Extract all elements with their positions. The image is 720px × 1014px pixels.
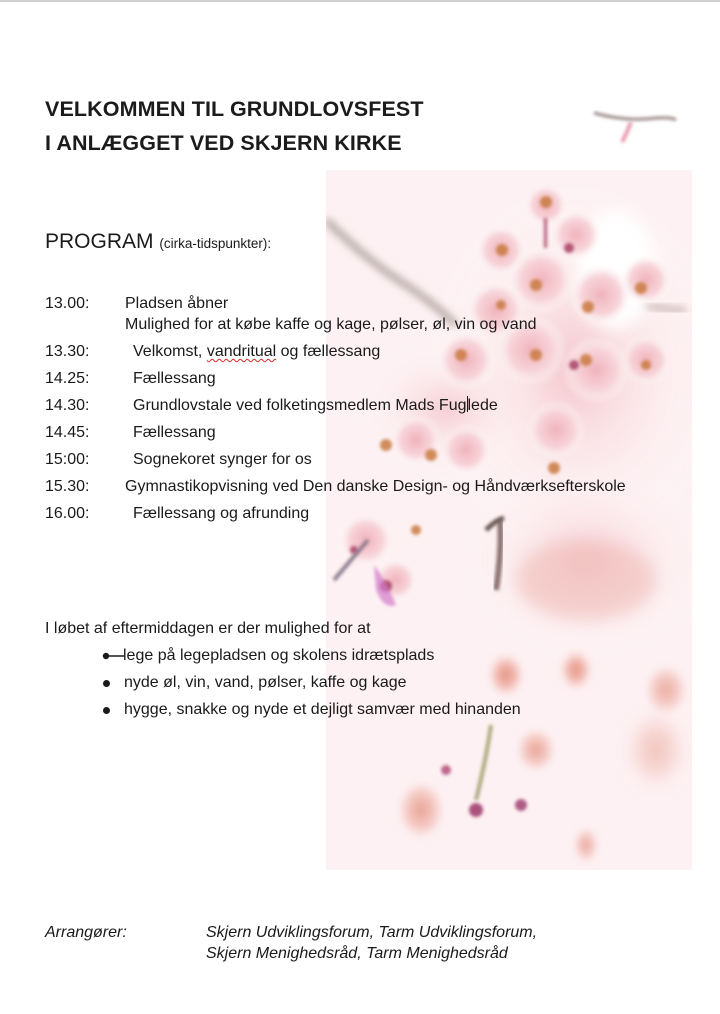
schedule-time: 15.30:: [45, 478, 90, 495]
list-item: [45, 645, 521, 672]
schedule-activity: Sognekoret synger for os: [133, 451, 312, 468]
activity-text: lede: [467, 397, 498, 414]
schedule-activity: Fællessang: [133, 370, 216, 387]
organizers-label: Arrangører:: [45, 924, 127, 941]
schedule-activity: Gymnastikopvisning ved Den danske Design- og Håndværksefterskole: [125, 478, 626, 495]
title-line: I ANLÆGGET VED SKJERN KIRKE: [45, 131, 402, 155]
list-item-text: hygge, snakke og nyde et dejligt samvær med hinanden: [124, 701, 521, 718]
schedule-activity: Pladsen åbner: [125, 295, 229, 312]
list-item: [45, 672, 521, 699]
schedule-time: 16.00:: [45, 505, 90, 522]
title-line: VELKOMMEN TIL GRUNDLOVSFEST: [45, 97, 424, 121]
schedule-list: [45, 293, 715, 530]
schedule-time: 14.45:: [45, 424, 90, 441]
activity-text: Velkomst,: [133, 343, 207, 360]
schedule-time: 14.25:: [45, 370, 90, 387]
schedule-row: [45, 422, 715, 449]
program-subheading: (cirka-tidspunkter):: [159, 236, 272, 251]
schedule-activity: [133, 341, 380, 363]
page-title: [45, 92, 424, 160]
bullet-arrow-icon: [102, 651, 124, 661]
schedule-activity: [133, 395, 498, 417]
schedule-row: [45, 341, 715, 368]
schedule-time: 14.30:: [45, 397, 90, 414]
program-heading-text: PROGRAM: [45, 230, 154, 253]
list-item-text: lege på legepladsen og skolens idrætsplads: [123, 647, 435, 664]
schedule-time: 13.30:: [45, 343, 90, 360]
afternoon-list: [45, 645, 521, 726]
afternoon-section: [45, 618, 521, 726]
schedule-activity: Fællessang: [133, 424, 216, 441]
bullet-dot-icon: [103, 707, 110, 714]
schedule-row: [45, 293, 715, 341]
organizers-names: [206, 922, 537, 964]
list-item-text: nyde øl, vin, vand, pølser, kaffe og kage: [124, 674, 407, 691]
schedule-row: [45, 503, 715, 530]
schedule-detail: Mulighed for at købe kaffe og kage, pølser, øl, vin og vand: [125, 316, 537, 333]
bullet-dot-icon: [103, 680, 110, 687]
activity-text: og fællessang: [276, 343, 381, 360]
program-heading: [45, 230, 271, 254]
afternoon-intro: I løbet af eftermiddagen er der mulighed for at: [45, 620, 371, 637]
schedule-row: [45, 449, 715, 476]
organizers-line: Skjern Udviklingsforum, Tarm Udviklingsforum,: [206, 924, 538, 941]
schedule-row: [45, 368, 715, 395]
schedule-row: [45, 476, 715, 503]
schedule-time: 15:00:: [45, 451, 90, 468]
schedule-activity: Fællessang og afrunding: [133, 505, 310, 522]
list-item: [45, 699, 521, 726]
schedule-row: [45, 395, 715, 422]
activity-text: Grundlovstale ved folketingsmedlem Mads Fug: [133, 397, 467, 414]
organizers-line: Skjern Menighedsråd, Tarm Menighedsråd: [206, 945, 508, 962]
spellcheck-flagged-word[interactable]: vandritual: [206, 343, 277, 360]
schedule-time: 13.00:: [45, 295, 90, 312]
